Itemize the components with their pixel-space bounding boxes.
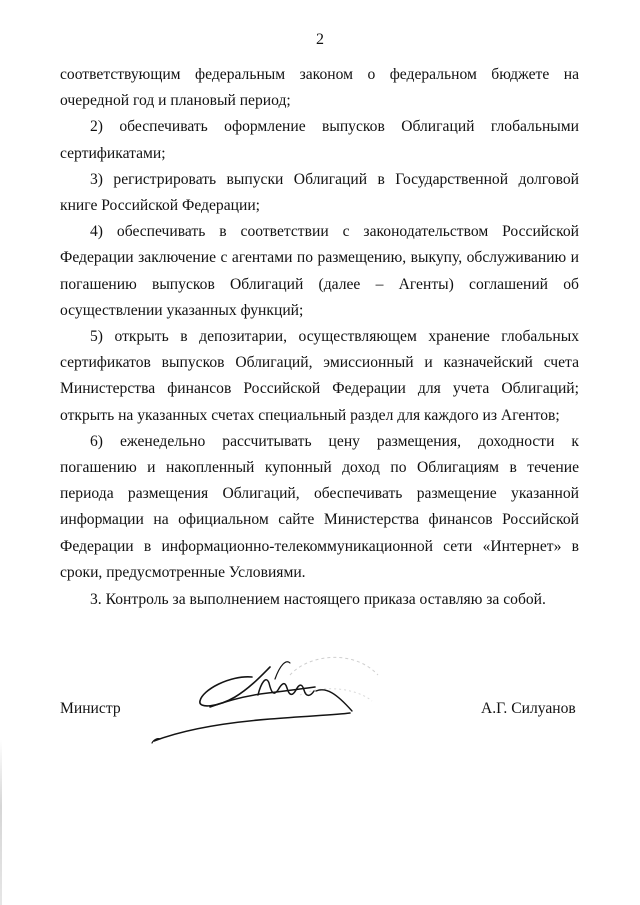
- paragraph-item-2: 2) обеспечивать оформление выпусков Облигаций глобальными сертификатами;: [60, 118, 579, 162]
- paragraph-item-6: 6) еженедельно рассчитывать цену размещения, доходности к погашению и накопленный купонный доход по Облигациям в течение периода размещения Облигаций, обеспечивать размещение указанной информации на официальном сайте Министерства финансов Российской Федерации в информационно-телекоммуникационной сети «Интернет» в сроки, предусмотренные Условиями.: [60, 432, 579, 581]
- scan-edge-shadow: [0, 740, 2, 905]
- paragraph-item-4: 4) обеспечивать в соответствии с законодательством Российской Федерации заключение с агентами по размещению, выкупу, обслуживанию и погашению выпусков Облигаций (далее – Агенты) соглашений об осуществлении указанных функций;: [60, 223, 579, 319]
- handwritten-signature: [140, 635, 390, 750]
- paragraph-item-3: 3) регистрировать выпуски Облигаций в Государственной долговой книге Российской Федерации;: [60, 170, 579, 215]
- paragraph-section-3: 3. Контроль за выполнением настоящего приказа оставляю за собой.: [90, 591, 546, 609]
- signatory-title: Министр: [60, 700, 121, 717]
- paragraph-continuation: соответствующим федеральным законом о федеральном бюджете на очередной год и плановый период;: [60, 66, 579, 110]
- signatory-name: А.Г. Силуанов: [481, 700, 576, 717]
- page-number: 2: [316, 31, 324, 48]
- paragraph-item-5: 5) открыть в депозитарии, осуществляющем хранение глобальных сертификатов выпусков Облигаций, эмиссионный и казначейский счета Министерства финансов Российской Федерации для учета Облигаций; открыть на указанных счетах специальный раздел для каждого из Агентов;: [60, 328, 579, 424]
